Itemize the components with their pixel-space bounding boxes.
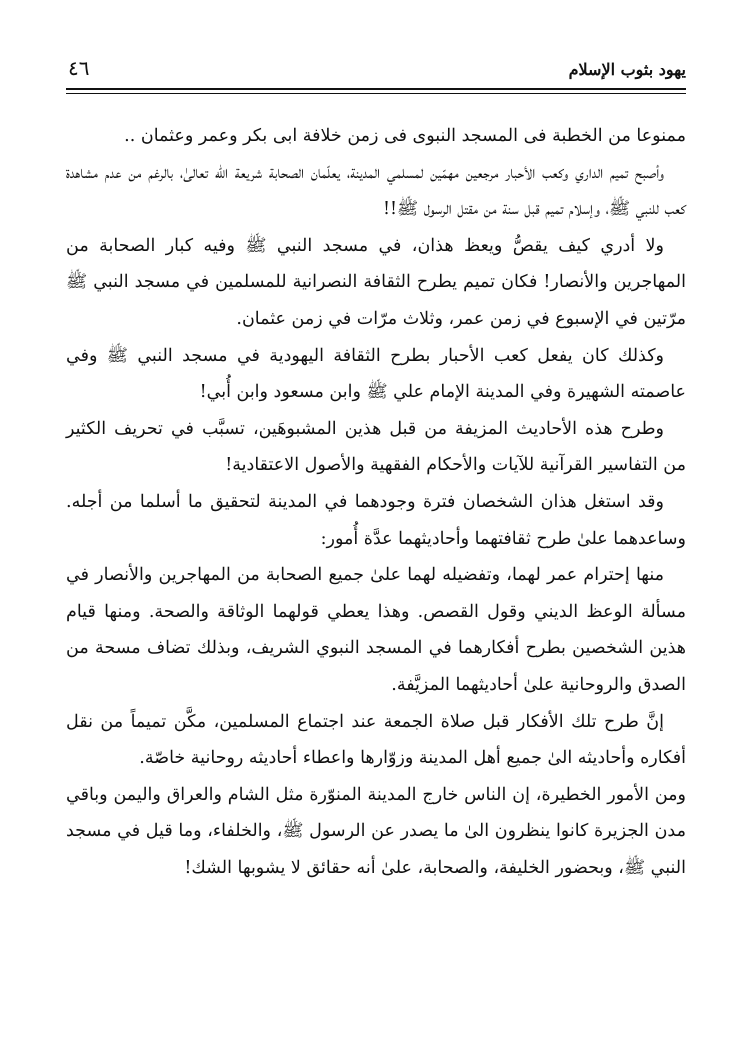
paragraph: وكذلك كان يفعل كعب الأحبار بطرح الثقافة اليهودية في مسجد النبي ﷺ وفي عاصمته الشهيرة وفي المدينة الإمام علي ﷺ وابن مسعود وابن أُبي!: [66, 345, 686, 403]
paragraph: وقد استغل هذان الشخصان فترة وجودهما في المدينة لتحقيق ما أسلما من أجله. وساعدهما علىٰ طرح ثقافتهما وأحاديثهما عدَّة أُمور:: [66, 491, 686, 549]
paragraph: وأصبح تميم الداري وكعب الأحبار مرجعين مهمّين لمسلمي المدينة، يعلّمان الصحابة شريعة الله تعالىٰ، بالرغم من عدم مشاهدة كعب للنبي ﷺ، وإسلام تميم قبل سنة من مقتل الرسول ﷺ!!: [66, 162, 686, 220]
paragraph: ولا أدري كيف يقصُّ ويعظ هذان، في مسجد النبي ﷺ وفيه كبار الصحابة من المهاجرين والأنصار! فكان تميم يطرح الثقافة النصرانية للمسلمين في مسجد النبي ﷺ مرّتين في الإسبوع في زمن عمر، وثلاث مرّات في زمن عثمان.: [66, 235, 686, 329]
paragraph: ومن الأمور الخطيرة، إن الناس خارج المدينة المنوّرة مثل الشام والعراق واليمن وباقي مدن الجزيرة كانوا ينظرون الىٰ ما يصدر عن الرسول ﷺ، والخلفاء، وما قيل في مسجد النبي ﷺ، وبحضور الخليفة، والصحابة، علىٰ أنه حقائق لا يشوبها الشك!: [66, 784, 686, 878]
paragraph: وطرح هذه الأحاديث المزيفة من قبل هذين المشبوهَين، تسبَّب في تحريف الكثير من التفاسير القرآنية للآيات والأحكام الفقهية والأصول الاعتقادية!: [66, 418, 686, 476]
body-text: [66, 118, 686, 886]
running-header: [66, 52, 686, 86]
paragraph: منها إحترام عمر لهما، وتفضيله لهما علىٰ جميع الصحابة من المهاجرين والأنصار في مسألة الوعظ الديني وقول القصص. وهذا يعطي قولهما الوثاقة والصحة. ومنها قيام هذين الشخصين بطرح أفكارهما في المسجد النبوي الشريف، وبذلك تضاف مسحة من الصدق والروحانية علىٰ أحاديثهما المزيَّفة.: [66, 565, 686, 695]
header-rule-thin: [66, 93, 686, 94]
paragraph: إنَّ طرح تلك الأفكار قبل صلاة الجمعة عند اجتماع المسلمين، مكَّن تميماً من نقل أفكاره وأحاديثه الىٰ جميع أهل المدينة وزوّارها واعطاء أحاديثه روحانية خاصّة.: [66, 711, 686, 769]
header-rule-thick: [66, 88, 686, 90]
page-number: ٤٦: [68, 56, 90, 80]
paragraph: ممنوعا من الخطبة فى المسجد النبوى فى زمن خلافة ابى بكر وعمر وعثمان ..: [124, 126, 686, 146]
book-title: يهود بثوب الإسلام: [568, 60, 686, 79]
